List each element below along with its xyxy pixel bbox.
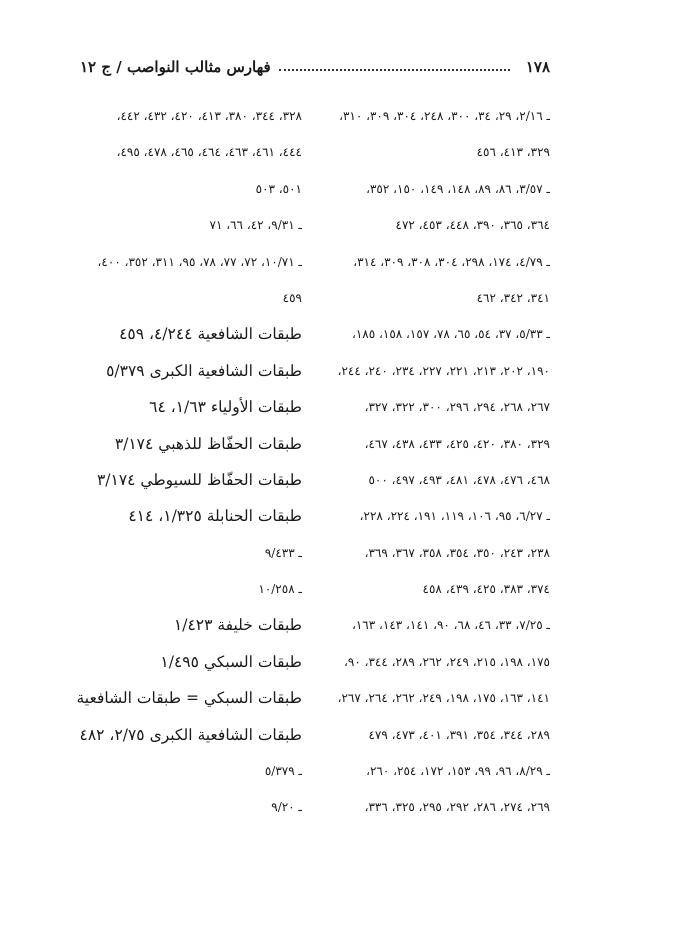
index-entry-title: طبقات السبكي = طبقات الشافعية: [76, 689, 302, 708]
index-line: ٣٢٩، ٤١٣، ٤٥٦: [476, 145, 550, 160]
index-line: ٥٠١، ٥٠٣: [255, 181, 302, 196]
index-entry-title: طبقات الشافعية ٤/٢٤٤، ٤٥٩: [119, 325, 302, 344]
index-line: ١٩٠، ٢٠٢، ٢١٣، ٢٢١، ٢٢٧، ٢٣٤، ٢٤٠، ٢٤٤،: [337, 363, 550, 378]
index-entry-title: طبقات السبكي ١/٤٩٥: [160, 652, 302, 671]
index-line: ١٤١، ١٦٣، ١٧٥، ١٩٨، ٢٤٩، ٢٦٢، ٢٦٤، ٢٦٧،: [337, 691, 550, 706]
running-title: فهارس مثالب النواصب / ج ١٢: [80, 58, 271, 76]
index-line: ٣٢٩، ٣٨٠، ٤٢٠، ٤٢٥، ٤٣٣، ٤٣٨، ٤٦٧،: [364, 436, 550, 451]
index-line: ـ ١٠/٢٥٨: [258, 582, 302, 597]
index-line: ٣٤١، ٣٤٢، ٤٦٢: [476, 290, 550, 305]
index-line: ـ ٣/٥٧، ٨٦، ٨٩، ١٤٨، ١٤٩، ١٥٠، ٣٥٢،: [366, 181, 550, 196]
index-entry-title: طبقات الشافعية الكبرى ٥/٣٧٩: [106, 361, 302, 380]
index-line: ٢٦٧، ٢٦٨، ٢٩٤، ٢٩٦، ٣٠٠، ٣٢٢، ٣٢٧،: [364, 400, 550, 415]
index-line: ـ ٤/٧٩، ١٧٤، ٢٩٨، ٣٠٤، ٣٠٨، ٣٠٩، ٣١٤،: [353, 254, 550, 269]
index-line: ـ ١٠/٧١، ٧٢، ٧٧، ٧٨، ٩٥، ٣١١، ٣٥٢، ٤٠٠،: [97, 254, 302, 269]
index-line: ٤٤٤، ٤٦١، ٤٦٣، ٤٦٤، ٤٦٥، ٤٧٨، ٤٩٥،: [116, 145, 302, 160]
index-line: ٣٢٨، ٣٤٤، ٣٨٠، ٤١٣، ٤٢٠، ٤٣٢، ٤٤٢،: [116, 109, 302, 123]
index-entry-title: طبقات الشافعية الكبرى ٢/٧٥، ٤٨٢: [79, 725, 302, 744]
running-header: [80, 54, 550, 80]
index-line: ٢٦٩، ٢٧٤، ٢٨٦، ٢٩٢، ٢٩٥، ٣٢٥، ٣٣٦،: [364, 800, 550, 815]
index-line: ٤٥٩: [282, 290, 302, 305]
index-entry-title: طبقات الحفّاظ للسيوطي ٣/١٧٤: [96, 470, 302, 489]
index-entry-title: طبقات الحنابلة ١/٣٢٥، ٤١٤: [128, 507, 302, 526]
index-line: ٣٧٤، ٣٨٣، ٤٢٥، ٤٣٩، ٤٥٨: [422, 582, 550, 597]
index-column-right: [322, 98, 550, 826]
index-line: ـ ٢/١٦، ٢٩، ٣٤، ٣٠٠، ٢٤٨، ٣٠٤، ٣٠٩، ٣١٠،: [339, 109, 550, 123]
index-line: ٣٦٤، ٣٦٥، ٣٩٠، ٤٤٨، ٤٥٣، ٤٧٢: [395, 218, 550, 233]
index-entry-title: طبقات الأولياء ١/٦٣، ٦٤: [149, 398, 302, 417]
index-line: ١٧٥، ١٩٨، ٢١٥، ٢٤٩، ٢٦٢، ٢٨٩، ٣٤٤، ٩٠،: [344, 654, 550, 669]
index-line: ـ ٨/٢٩، ٩٦، ٩٩، ١٥٣، ١٧٢، ٢٥٤، ٢٦٠،: [366, 764, 550, 779]
index-line: ـ ٧/٢٥، ٣٣، ٤٦، ٦٨، ٩٠، ١٤١، ١٤٣، ١٦٣،: [351, 618, 550, 633]
index-line: ٢٨٩، ٣٤٤، ٣٥٤، ٣٩١، ٤٠١، ٤٧٣، ٤٧٩: [368, 727, 550, 742]
index-entry-title: طبقات الحفّاظ للذهبي ٣/١٧٤: [114, 434, 302, 453]
index-line: ٤٦٨، ٤٧٦، ٤٧٨، ٤٨١، ٤٩٣، ٤٩٧، ٥٠٠: [368, 472, 550, 487]
index-column-left: [76, 98, 302, 826]
index-line: ـ ٥/٣٧٩: [264, 764, 302, 779]
index-entry-title: طبقات خليفة ١/٤٢٣: [173, 616, 302, 635]
index-line: ـ ٦/٢٧، ٩٥، ١٠٦، ١١٩، ١٩١، ٢٢٤، ٢٢٨،: [359, 509, 550, 524]
index-line: ـ ٩/٣١، ٤٢، ٦٦، ٧١: [209, 218, 302, 233]
index-line: ـ ٩/٢٠: [271, 800, 302, 815]
index-line: ـ ٩/٤٣٣: [264, 545, 302, 560]
index-line: ٢٣٨، ٢٤٣، ٣٥٠، ٣٥٤، ٣٥٨، ٣٦٧، ٣٦٩،: [364, 545, 550, 560]
index-line: ـ ٥/٣٣، ٣٧، ٥٤، ٦٥، ٧٨، ١٥٧، ١٥٨، ١٨٥،: [351, 327, 550, 342]
page-number: ١٧٨: [525, 58, 550, 76]
header-dot-leader: [279, 69, 510, 71]
